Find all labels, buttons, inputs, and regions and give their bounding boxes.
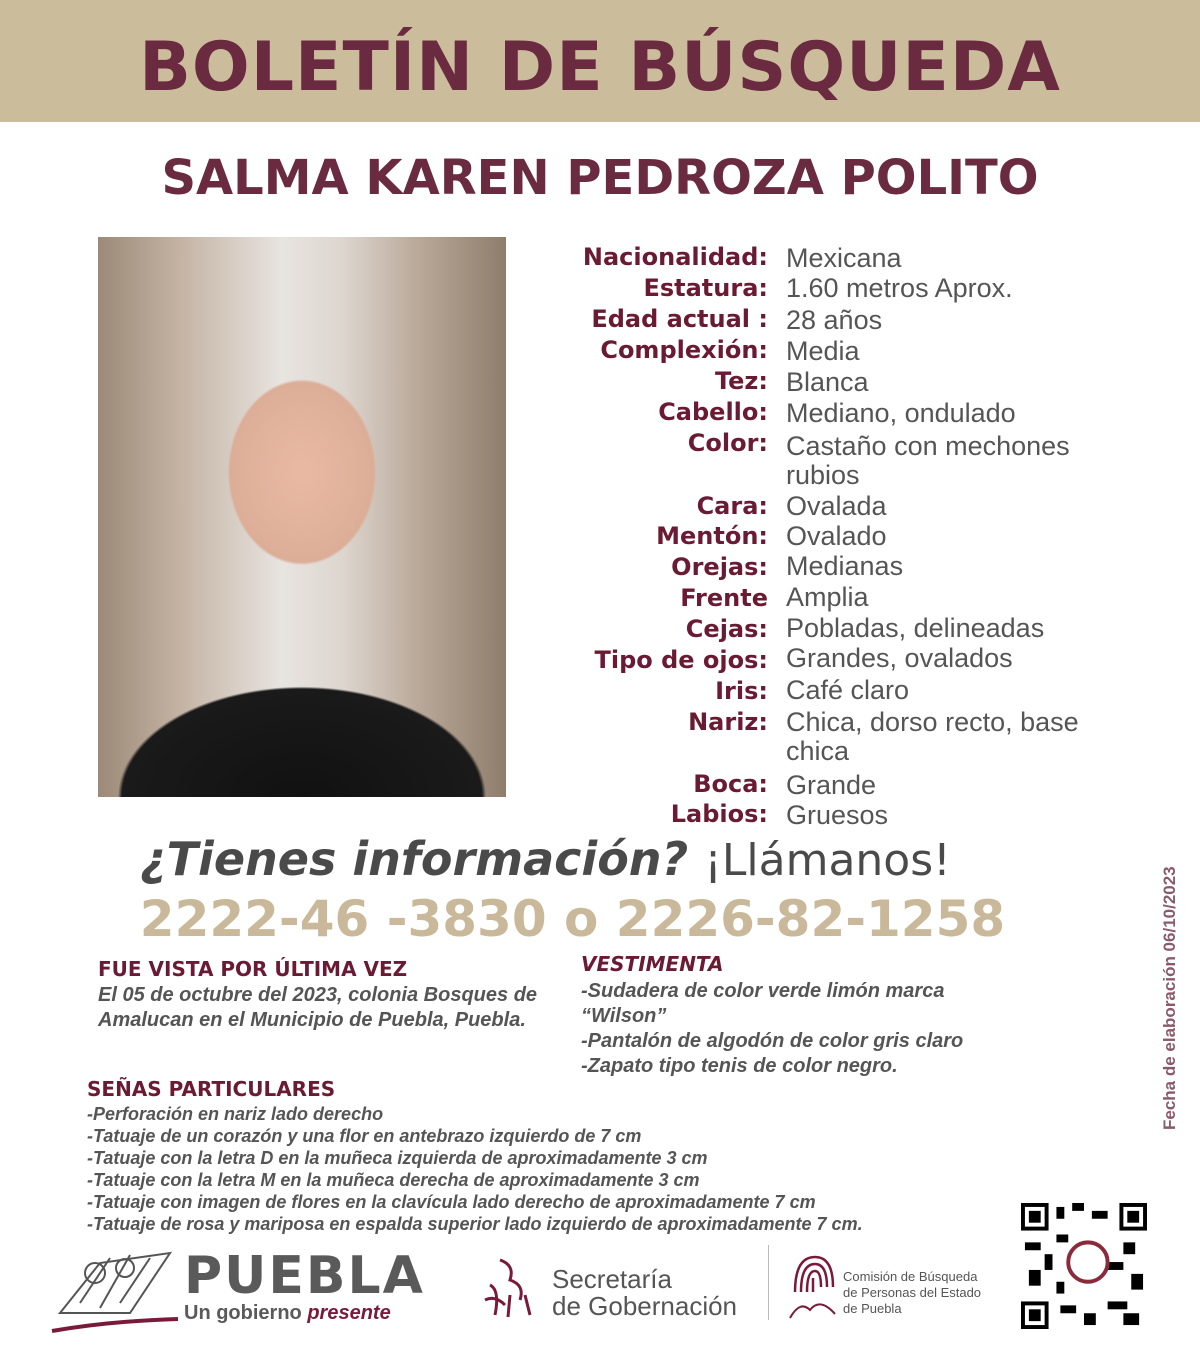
field-label: Edad actual :	[591, 305, 768, 333]
field-label: Tez:	[714, 367, 768, 395]
question-text: ¿Tienes información?	[140, 832, 689, 886]
puebla-slogan	[184, 1302, 391, 1324]
bulletin-title: BOLETÍN DE BÚSQUEDA	[139, 28, 1061, 107]
clothing-item: -Zapato tipo tenis de color negro.	[581, 1055, 898, 1077]
mark-item: -Tatuaje de un corazón y una flor en antebrazo izquierdo de 7 cm	[87, 1126, 642, 1146]
phone-numbers[interactable]: 2222-46 -3830 o 2226-82-1258	[139, 890, 1006, 948]
field-label: Nariz:	[688, 708, 768, 736]
field-label: Labios:	[670, 800, 768, 828]
field-value: Chica, dorso recto, base chica	[786, 707, 1079, 766]
field-value: Ovalado	[786, 521, 887, 551]
secretaria-line: Secretaría	[552, 1264, 672, 1294]
mark-item: -Tatuaje de rosa y mariposa en espalda superior lado izquierdo de aproximadamente 7 cm.	[87, 1214, 863, 1234]
field-value: 1.60 metros Aprox.	[786, 273, 1013, 303]
fingerprint-emblem-icon	[785, 1252, 840, 1320]
comision-line: de Puebla	[843, 1301, 902, 1316]
field-value: Café claro	[786, 675, 910, 705]
field-label: Cabello:	[658, 398, 768, 426]
mark-item: -Tatuaje con la letra D en la muñeca izquierda de aproximadamente 3 cm	[87, 1148, 708, 1168]
field-value: Castaño con mechones rubios	[786, 431, 1070, 490]
field-value: 28 años	[786, 305, 883, 335]
comision-text	[843, 1269, 981, 1317]
field-label: Tipo de ojos:	[594, 646, 768, 674]
mark-item: -Tatuaje con imagen de flores en la clavícula lado derecho de aproximadamente 7 cm	[87, 1192, 816, 1212]
field-label: Orejas:	[671, 553, 768, 581]
person-photo	[98, 237, 506, 797]
comision-line: Comisión de Búsqueda	[843, 1269, 978, 1284]
secretaria-text	[552, 1266, 737, 1320]
field-label: Cejas:	[685, 615, 768, 643]
field-label: Mentón:	[656, 522, 768, 550]
field-value: Gruesos	[786, 800, 889, 830]
puebla-emblem-icon	[50, 1243, 180, 1335]
field-value: Ovalada	[786, 491, 887, 521]
creation-date: Fecha de elaboración 06/10/2023	[1160, 866, 1179, 1130]
field-label: Frente	[680, 584, 768, 612]
field-value: Mexicana	[786, 243, 902, 273]
person-name: SALMA KAREN PEDROZA POLITO	[161, 150, 1039, 206]
field-label: Nacionalidad:	[582, 243, 768, 271]
field-value: Medianas	[786, 551, 904, 581]
mark-item: -Perforación en nariz lado derecho	[87, 1104, 384, 1124]
marks-title: SEÑAS PARTICULARES	[87, 1077, 336, 1101]
field-value: Grande	[786, 770, 877, 800]
secretaria-emblem-icon	[480, 1255, 542, 1319]
clothing-item: -Pantalón de algodón de color gris claro	[581, 1030, 964, 1052]
secretaria-line: de Gobernación	[552, 1291, 738, 1321]
clothing-title: VESTIMENTA	[581, 952, 724, 976]
field-value: Mediano, ondulado	[786, 398, 1016, 428]
field-label: Complexión:	[600, 336, 768, 364]
slogan-a: Un gobierno	[184, 1302, 302, 1324]
divider	[768, 1245, 769, 1320]
comision-line: de Personas del Estado	[843, 1285, 982, 1300]
field-value: Blanca	[786, 367, 869, 397]
field-value: Media	[786, 336, 860, 366]
slogan-b: presente	[307, 1302, 391, 1324]
mark-item: -Tatuaje con la letra M en la muñeca derecha de aproximadamente 3 cm	[87, 1170, 700, 1190]
clothing-list	[581, 979, 1021, 1079]
call-text: ¡Llámanos!	[704, 835, 951, 886]
last-seen-text: El 05 de octubre del 2023, colonia Bosques de Amalucan en el Municipio de Puebla, Puebla.	[98, 984, 538, 1031]
field-label: Boca:	[693, 770, 768, 798]
last-seen-title: FUE VISTA POR ÚLTIMA VEZ	[98, 957, 408, 981]
field-label: Iris:	[715, 677, 768, 705]
field-label: Color:	[687, 429, 768, 457]
field-label: Estatura:	[643, 274, 768, 302]
field-value: Grandes, ovalados	[786, 643, 1013, 673]
clothing-item: -Sudadera de color verde limón marca “Wilson”	[581, 980, 945, 1027]
field-label: Cara:	[696, 492, 768, 520]
field-value: Pobladas, delineadas	[786, 613, 1045, 643]
field-value: Amplia	[786, 582, 869, 612]
qr-code-icon[interactable]	[1020, 1203, 1148, 1329]
puebla-logo-text: PUEBLA	[184, 1246, 425, 1306]
marks-list	[87, 1103, 863, 1235]
contact-question	[140, 832, 951, 886]
